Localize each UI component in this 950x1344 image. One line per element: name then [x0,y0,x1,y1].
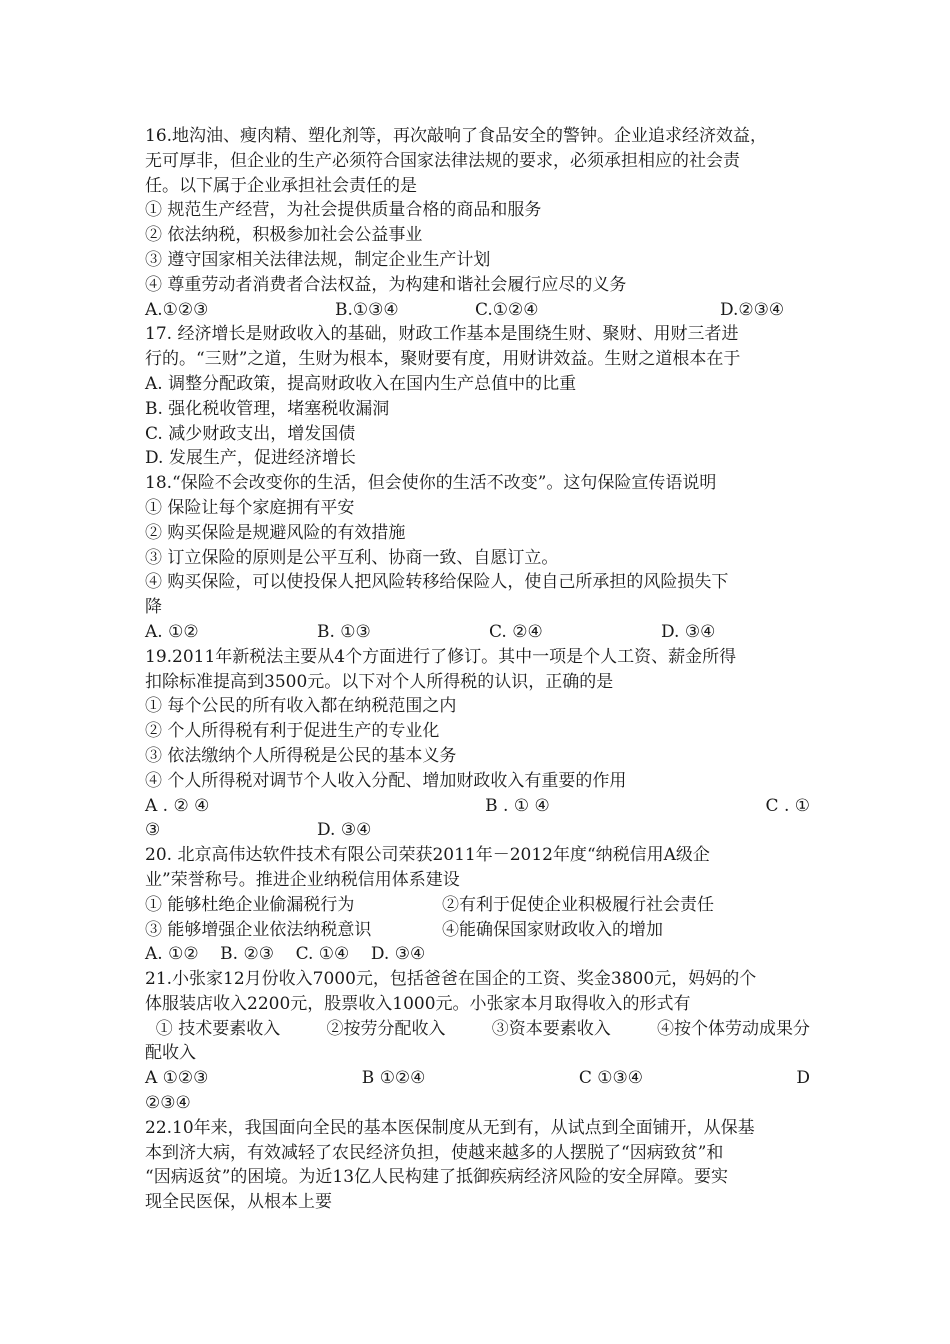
option-b: B. 强化税收管理，堵塞税收漏洞 [145,398,390,419]
answer-options [145,1066,810,1091]
option-c: C. ②④ [489,621,543,642]
question-text: 21.小张家12月份收入7000元，包括爸爸在国企的工资、奖金3800元，妈妈的个 [145,969,757,990]
statement-item: ③ 依法缴纳个人所得税是公民的基本义务 [145,745,457,766]
statement-item: ③ 遵守国家相关法律法规，制定企业生产计划 [145,249,491,270]
option-c: C . ① [765,795,810,816]
option-a: A . ② ④ [145,795,210,816]
option-d: D.②③④ [720,299,785,320]
question-text: 行的。“三财”之道，生财为根本，聚财要有度，用财讲效益。生财之道根本在于 [145,349,741,370]
option-c-continued: ③ [145,820,161,841]
statement-item: ① 保险让每个家庭拥有平安 [145,497,355,518]
statement-row [145,1017,810,1042]
question-text: 22.10年来，我国面向全民的基本医保制度从无到有，从试点到全面铺开，从保基 [145,1117,755,1138]
statement-item: ③ 订立保险的原则是公平互利、协商一致、自愿订立。 [145,547,559,568]
question-text: “因病返贫”的困境。为近13亿人民构建了抵御疾病经济风险的安全屏障。要实 [145,1167,729,1188]
statement-item: ② 个人所得税有利于促进生产的专业化 [145,721,440,742]
statement-item: ②有利于促使企业积极履行社会责任 [442,894,714,915]
statement-item: ③资本要素收入 [491,1018,611,1039]
statement-pair [145,893,810,918]
answer-options-continued [145,818,810,843]
statement-item: ④能确保国家财政收入的增加 [442,919,663,940]
question-text: 本到济大病，有效减轻了农民经济负担，使越来越多的人摆脱了“因病致贫”和 [145,1142,724,1163]
exam-page [145,124,810,1215]
statement-item: ① 规范生产经营，为社会提供质量合格的商品和服务 [145,200,542,221]
option-c: C ①③④ [578,1068,643,1089]
statement-pair [145,918,810,943]
question-18 [145,471,810,645]
question-text: 17. 经济增长是财政收入的基础，财政工作基本是围绕生财、聚财、用财三者进 [145,324,739,345]
question-16 [145,124,810,322]
statement-continued: 配收入 [145,1043,196,1064]
option-a: A. 调整分配政策，提高财政收入在国内生产总值中的比重 [145,373,577,394]
question-text: 19.2011年新税法主要从4个方面进行了修订。其中一项是个人工资、薪金所得 [145,646,737,667]
option-d: D [796,1068,810,1089]
option-d-continued: ②③④ [145,1093,191,1114]
option-c: C.①②④ [475,299,539,320]
question-text: 20. 北京高伟达软件技术有限公司荣获2011年－2012年度“纳税信用A级企 [145,845,710,866]
question-22 [145,1116,810,1215]
answer-options [145,298,810,323]
option-d: D. ③④ [661,621,716,642]
question-text: 16.地沟油、瘦肉精、塑化剂等，再次敲响了食品安全的警钟。企业追求经济效益， [145,126,768,146]
option-d: D. 发展生产，促进经济增长 [145,448,356,469]
statement-item: ② 购买保险是规避风险的有效措施 [145,522,406,543]
option-b: B ①②④ [361,1068,426,1089]
option-b: B.①③④ [335,299,399,320]
statement-item: ② 依法纳税，积极参加社会公益事业 [145,225,423,246]
option-a: A ①②③ [145,1068,209,1089]
option-c: C. 减少财政支出，增发国债 [145,423,356,444]
option-a: A.①②③ [145,299,209,320]
question-19 [145,645,810,843]
statement-item: ④ 购买保险，可以使投保人把风险转移给保险人，使自己所承担的风险损失下 [145,572,729,593]
statement-item: ① 技术要素收入 [145,1018,281,1039]
question-text: 业”荣誉称号。推进企业纳税信用体系建设 [145,869,460,890]
statement-item: ① 每个公民的所有收入都在纳税范围之内 [145,696,457,717]
statement-item: ③ 能够增强企业依法纳税意识 [145,919,372,940]
option-b: B . ① ④ [485,795,550,816]
option-d: D. ③④ [317,820,372,841]
question-text: 扣除标准提高到3500元。以下对个人所得税的认识，正确的是 [145,671,614,692]
question-21 [145,967,810,1116]
option-b: B. ①③ [317,621,371,642]
question-text: 任。以下属于企业承担社会责任的是 [145,175,417,196]
statement-item: 降 [145,597,162,618]
statement-item: ④ 尊重劳动者消费者合法权益，为构建和谐社会履行应尽的义务 [145,274,627,295]
question-text: 无可厚非，但企业的生产必须符合国家法律法规的要求，必须承担相应的社会责 [145,150,740,171]
option-a: A. ①② [145,621,199,642]
question-text: 体服装店收入2200元，股票收入1000元。小张家本月取得收入的形式有 [145,993,691,1014]
statement-item: ②按劳分配收入 [326,1018,446,1039]
question-20 [145,843,810,967]
question-text: 18.“保险不会改变你的生活，但会使你的生活不改变”。这句保险宣传语说明 [145,473,717,494]
answer-options [145,620,810,645]
statement-item: ① 能够杜绝企业偷漏税行为 [145,894,355,915]
answer-options: A. ①② B. ②③ C. ①④ D. ③④ [145,944,426,965]
question-text: 现全民医保，从根本上要 [145,1192,332,1213]
statement-item: ④ 个人所得税对调节个人收入分配、增加财政收入有重要的作用 [145,770,627,791]
answer-options [145,794,810,819]
question-17 [145,322,810,471]
statement-item: ④按个体劳动成果分 [656,1018,810,1039]
